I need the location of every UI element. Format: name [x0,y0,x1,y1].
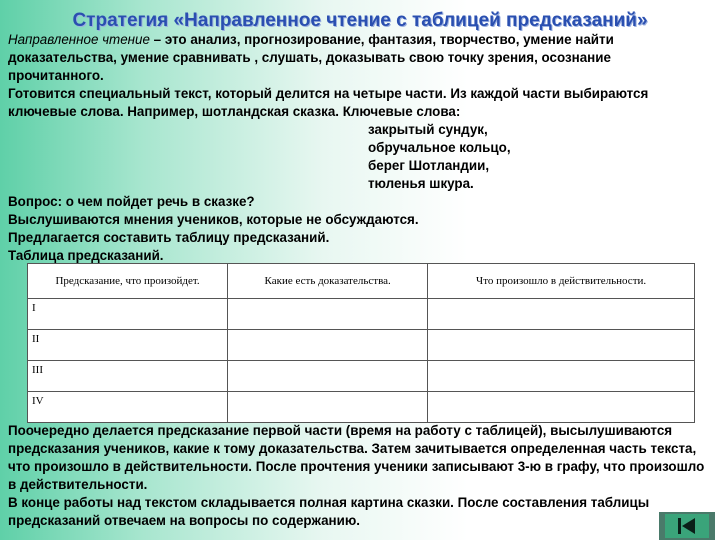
intro-text [8,31,708,121]
keyword-item: закрытый сундук, [368,122,488,137]
table-cell [428,392,695,423]
table-cell [228,299,428,330]
table-header-cell: Какие есть доказательства. [228,264,428,299]
row-label: II [28,330,228,361]
questions-block [8,193,708,265]
row-label: IV [28,392,228,423]
term: Направленное чтение [8,32,150,47]
table-header-row [28,264,695,299]
table-row [28,392,695,423]
prediction-table [27,263,695,423]
table-row [28,299,695,330]
table-row [28,330,695,361]
table-cell [428,361,695,392]
table-cell [428,299,695,330]
table-cell [228,330,428,361]
keyword-item: тюленья шкура. [368,176,474,191]
table-cell [428,330,695,361]
table-cell [228,392,428,423]
question-line: Таблица предсказаний. [8,248,164,263]
keyword-item: берег Шотландии, [368,158,490,173]
definition: – это анализ, прогнозирование, фантазия, творчество, умение найти доказательства, умение сравнивать , слушать, доказывать свою точку зрения, осознание прочитанного. [8,32,614,83]
table-row [28,361,695,392]
definition-paragraph [8,31,708,85]
conclusion-block [8,422,708,530]
preparation-paragraph: Готовится специальный текст, который делится на четыре части. Из каждой части выбираются ключевые слова. Например, шотландская сказка. Ключевые слова: [8,86,649,119]
nav-first-slide-button[interactable] [659,512,715,540]
skip-to-start-icon [673,516,701,536]
table-header-cell: Предсказание, что произойдет. [28,264,228,299]
slide-title: Стратегия «Направленное чтение с таблицей предсказаний» [72,10,648,31]
row-label: III [28,361,228,392]
question-line: Предлагается составить таблицу предсказаний. [8,230,330,245]
conclusion-paragraph: Поочередно делается предсказание первой части (время на работу с таблицей), высылушиваются предсказания учеников, какие к тому доказательства. Затем зачитывается определенная часть текста, что произошло в действительности. После прочтения ученики записывают 3-ю в графу, что произошло в действительности. [8,423,705,492]
question-line: Вопрос: о чем пойдет речь в сказке? [8,194,255,209]
keywords-list [368,121,511,193]
question-line: Выслушиваются мнения учеников, которые не обсуждаются. [8,212,419,227]
table-cell [228,361,428,392]
conclusion-paragraph: В конце работы над текстом складывается полная картина сказки. После составления таблицы предсказаний отвечаем на вопросы по содержанию. [8,495,650,528]
table-header-cell: Что произошло в действительности. [428,264,695,299]
keyword-item: обручальное кольцо, [368,140,511,155]
row-label: I [28,299,228,330]
